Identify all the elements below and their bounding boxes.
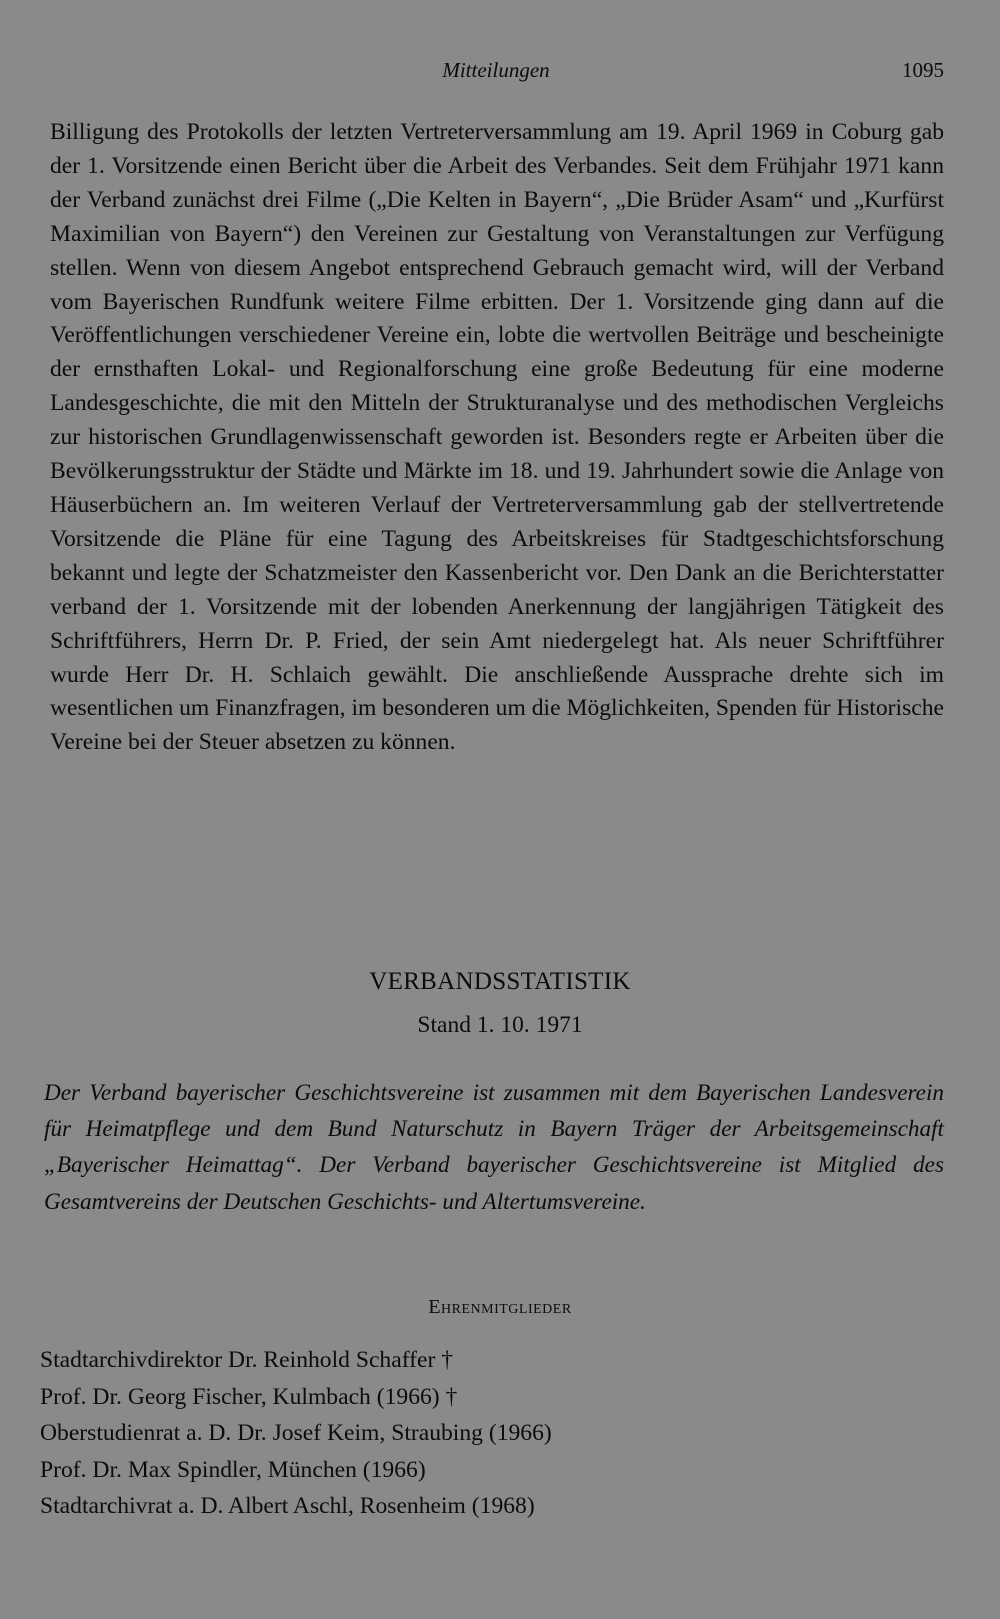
body-paragraph: Billigung des Protokolls der letzten Vertreterversammlung am 19. April 1969 in Coburg gab der 1. Vorsitzende einen Bericht über die Arbeit des Verbandes. Seit dem Frühjahr 1971 kann der Verband zunächst drei Filme („Die Kelten in Bayern“, „Die Brüder Asam“ und „Kurfürst Maximilian von Bayern“) den Vereinen zur Gestaltung von Veranstaltungen zur Verfügung stellen. Wenn von diesem Angebot entsprechend Gebrauch gemacht wird, will der Verband vom Bayerischen Rundfunk weitere Filme erbitten. Der 1. Vorsitzende ging dann auf die Veröffentlichungen verschiedener Vereine ein, lobte die wertvollen Beiträge und bescheinigte der ernsthaften Lokal- und Regionalforschung eine große Bedeutung für eine moderne Landesgeschichte, die mit den Mitteln der Strukturanalyse und des methodischen Vergleichs zur historischen Grundlagenwissenschaft geworden ist. Besonders regte er Arbeiten über die Bevölkerungsstruktur der Städte und Märkte im 18. und 19. Jahrhundert sowie die Anlage von Häuserbüchern an. Im weiteren Verlauf der Vertreterversammlung gab der stellvertretende Vorsitzende die Pläne für eine Tagung des Arbeitskreises für Stadtgeschichtsforschung bekannt und legte der Schatzmeister den Kassenbericht vor. Den Dank an die Berichterstatter verband der 1. Vorsitzende mit der lobenden Anerkennung der langjährigen Tätigkeit des Schriftführers, Herrn Dr. P. Fried, der sein Amt niedergelegt hat. Als neuer Schriftführer wurde Herr Dr. H. Schlaich gewählt. Die anschließende Aussprache drehte sich im wesentlichen um Finanzfragen, im besonderen um die Möglichkeiten, Spenden für Historische Vereine bei der Steuer absetzen zu können. [50,119,944,756]
list-item: Stadtarchivdirektor Dr. Reinhold Schaffer † [40,1347,454,1373]
list-item: Prof. Dr. Max Spindler, München (1966) [40,1456,426,1483]
page-number: 1095 [902,58,944,82]
running-header [48,58,944,88]
running-title: Mitteilungen [442,58,550,82]
section-title: VERBANDSSTATISTIK [369,968,631,995]
list-item: Oberstudienrat a. D. Dr. Josef Keim, Straubing (1966) [40,1420,552,1447]
list-item: Stadtarchivrat a. D. Albert Aschl, Rosenheim (1968) [40,1493,535,1520]
section-intro-paragraph: Der Verband bayerischer Geschichtsvereine ist zusammen mit dem Bayerischen Landesverein für Heimatpflege und dem Bund Naturschutz in Bayern Träger der Arbeitsgemeinschaft „Bayerischer Heimattag“. Der Verband bayerischer Geschichtsvereine ist Mitglied des Gesamtvereins der Deutschen Geschichts- und Altertumsvereine. [44,1080,944,1215]
list-item: Prof. Dr. Georg Fischer, Kulmbach (1966) † [40,1383,458,1410]
section-subtitle: Stand 1. 10. 1971 [417,1012,583,1038]
honorary-members-list [40,1342,940,1525]
honorary-members-heading: Ehrenmitglieder [428,1296,572,1318]
